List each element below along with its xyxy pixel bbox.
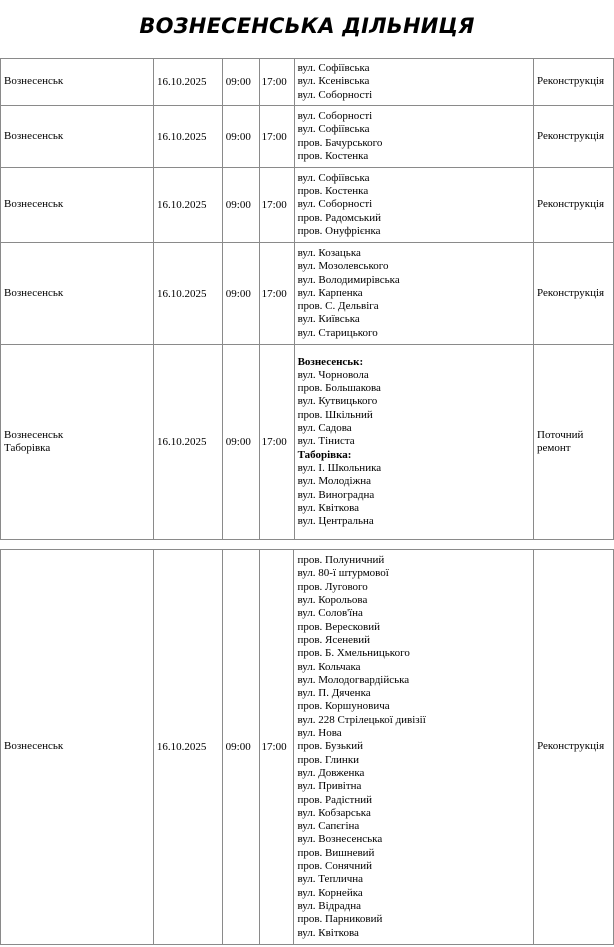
street-item: вул. Мозолевського	[297, 260, 389, 273]
location-cell	[1, 243, 154, 345]
street-item: пров. Сонячний	[297, 860, 372, 873]
location-name: Таборівка	[4, 442, 51, 454]
street-item: вул. Соборності	[297, 109, 373, 122]
end-time-cell: 17:00	[259, 550, 294, 945]
start-time-cell: 09:00	[222, 550, 259, 945]
street-item: вул. 228 Стрілецької дивізії	[297, 713, 426, 726]
street-item: вул. Карпенка	[297, 286, 363, 299]
work-type-label: Реконструкція	[537, 75, 605, 88]
street-item: вул. Нова	[297, 727, 342, 740]
end-time-cell: 17:00	[259, 59, 294, 106]
street-item: вул. Центральна	[297, 515, 374, 528]
street-item: пров. Шкільний	[297, 408, 373, 421]
table-row	[1, 345, 614, 540]
street-item: пров. Бузький	[297, 740, 364, 753]
work-type-label: Реконструкція	[537, 286, 605, 299]
end-time-cell: 17:00	[259, 106, 294, 168]
street-item: вул. Київська	[297, 313, 360, 326]
location-name: Вознесенськ	[4, 286, 64, 299]
start-time-cell: 09:00	[222, 106, 259, 168]
work-type-label: ремонт	[537, 442, 571, 454]
street-item: вул. Відрадна	[297, 899, 361, 912]
street-item: пров. Парниковий	[297, 913, 383, 926]
date-cell: 16.10.2025	[153, 243, 222, 345]
street-item: пров. Б. Хмельницького	[297, 647, 410, 660]
street-item: вул. Квіткова	[297, 926, 359, 939]
street-item: вул. Козацька	[297, 246, 361, 259]
street-item: пров. Онуфрієнка	[297, 224, 381, 237]
location-cell	[1, 59, 154, 106]
street-item: вул. Садова	[297, 422, 352, 435]
street-item: пров. Вишневий	[297, 846, 375, 859]
street-item: вул. Виноградна	[297, 488, 375, 501]
street-item: вул. Молодогвардійська	[297, 673, 410, 686]
street-item: пров. Большакова	[297, 382, 381, 395]
start-time-cell: 09:00	[222, 243, 259, 345]
street-item: вул. І. Школьника	[297, 461, 382, 474]
schedule-table	[0, 549, 614, 945]
table-row	[1, 550, 614, 945]
streets-cell	[294, 106, 533, 168]
street-item: вул. Вознесенська	[297, 833, 383, 846]
street-item: вул. Привітна	[297, 780, 362, 793]
date-cell: 16.10.2025	[153, 106, 222, 168]
start-time-cell: 09:00	[222, 345, 259, 540]
work-type-label: Поточний	[537, 428, 584, 441]
location-cell	[1, 168, 154, 243]
street-item: вул. Софіївська	[297, 171, 370, 184]
table-row	[1, 106, 614, 168]
date-cell: 16.10.2025	[153, 168, 222, 243]
start-time-cell: 09:00	[222, 168, 259, 243]
street-item: вул. Кольчака	[297, 660, 361, 673]
location-name: Вознесенськ	[4, 428, 64, 441]
date-cell: 16.10.2025	[153, 550, 222, 945]
location-name: Вознесенськ	[4, 198, 64, 211]
street-group-heading: Таборівка:	[297, 448, 352, 461]
street-item: вул. Софіївська	[297, 123, 370, 136]
street-item: пров. Ясеневий	[297, 633, 370, 646]
work-type-label: Реконструкція	[537, 198, 605, 211]
work-type-cell	[534, 168, 614, 243]
date-cell: 16.10.2025	[153, 345, 222, 540]
street-item: вул. Ксенівська	[297, 75, 370, 88]
street-item: вул. 80-ї штурмової	[297, 567, 389, 580]
page-title: ВОЗНЕСЕНСЬКА ДІЛЬНИЦЯ	[139, 14, 475, 38]
street-item: пров. Полуничний	[297, 554, 385, 567]
street-item: пров. Костенка	[297, 149, 369, 162]
end-time-cell: 17:00	[259, 243, 294, 345]
street-group-heading: Вознесенськ:	[297, 355, 364, 368]
street-item: пров. Радістний	[297, 793, 373, 806]
work-type-label: Реконструкція	[537, 740, 605, 753]
end-time-cell: 17:00	[259, 168, 294, 243]
street-item: вул. Теплична	[297, 873, 364, 886]
location-name: Вознесенськ	[4, 75, 64, 88]
street-item: пров. Радомський	[297, 211, 382, 224]
work-type-cell	[534, 345, 614, 540]
street-item: вул. Кутвицького	[297, 395, 378, 408]
street-item: вул. Корнейка	[297, 886, 363, 899]
streets-cell	[294, 168, 533, 243]
work-type-cell	[534, 550, 614, 945]
street-item: пров. Коршуновича	[297, 700, 390, 713]
street-item: пров. Бачурського	[297, 136, 383, 149]
location-name: Вознесенськ	[4, 740, 64, 753]
street-item: вул. Старицького	[297, 326, 378, 339]
date-cell: 16.10.2025	[153, 59, 222, 106]
street-item: вул. Соборності	[297, 198, 373, 211]
table-row	[1, 168, 614, 243]
streets-cell	[294, 550, 534, 945]
street-item: вул. Корольова	[297, 594, 368, 607]
street-item: вул. Кобзарська	[297, 806, 371, 819]
street-item: вул. Квіткова	[297, 501, 360, 514]
location-cell	[1, 345, 154, 540]
location-cell	[1, 550, 154, 945]
street-item: пров. Лугового	[297, 580, 368, 593]
work-type-label: Реконструкція	[537, 129, 605, 142]
work-type-cell	[534, 106, 614, 168]
street-item: вул. Софіївська	[297, 62, 370, 75]
street-item: вул. Чорновола	[297, 368, 369, 381]
street-item: вул. Соборності	[297, 88, 373, 101]
street-item: пров. Глинки	[297, 753, 360, 766]
table-row	[1, 59, 614, 106]
street-item: вул. Солов'їна	[297, 607, 363, 620]
street-item: пров. Вересковий	[297, 620, 381, 633]
work-type-cell	[534, 243, 614, 345]
work-type-cell	[534, 59, 614, 106]
street-item: вул. Тіниста	[297, 435, 355, 448]
street-item: вул. Володимирівська	[297, 273, 400, 286]
street-item: вул. Сапєгіна	[297, 820, 360, 833]
location-cell	[1, 106, 154, 168]
street-item: пров. Костенка	[297, 185, 369, 198]
street-item: вул. Молодіжна	[297, 475, 371, 488]
street-item: вул. П. Дяченка	[297, 687, 371, 700]
streets-cell	[294, 243, 533, 345]
streets-cell	[294, 345, 533, 540]
end-time-cell: 17:00	[259, 345, 294, 540]
street-item: вул. Довженка	[297, 766, 365, 779]
location-name: Вознесенськ	[4, 129, 64, 142]
streets-cell	[294, 59, 533, 106]
street-item: пров. С. Дельвіга	[297, 300, 379, 313]
table-row	[1, 243, 614, 345]
start-time-cell: 09:00	[222, 59, 259, 106]
schedule-table	[0, 58, 614, 540]
